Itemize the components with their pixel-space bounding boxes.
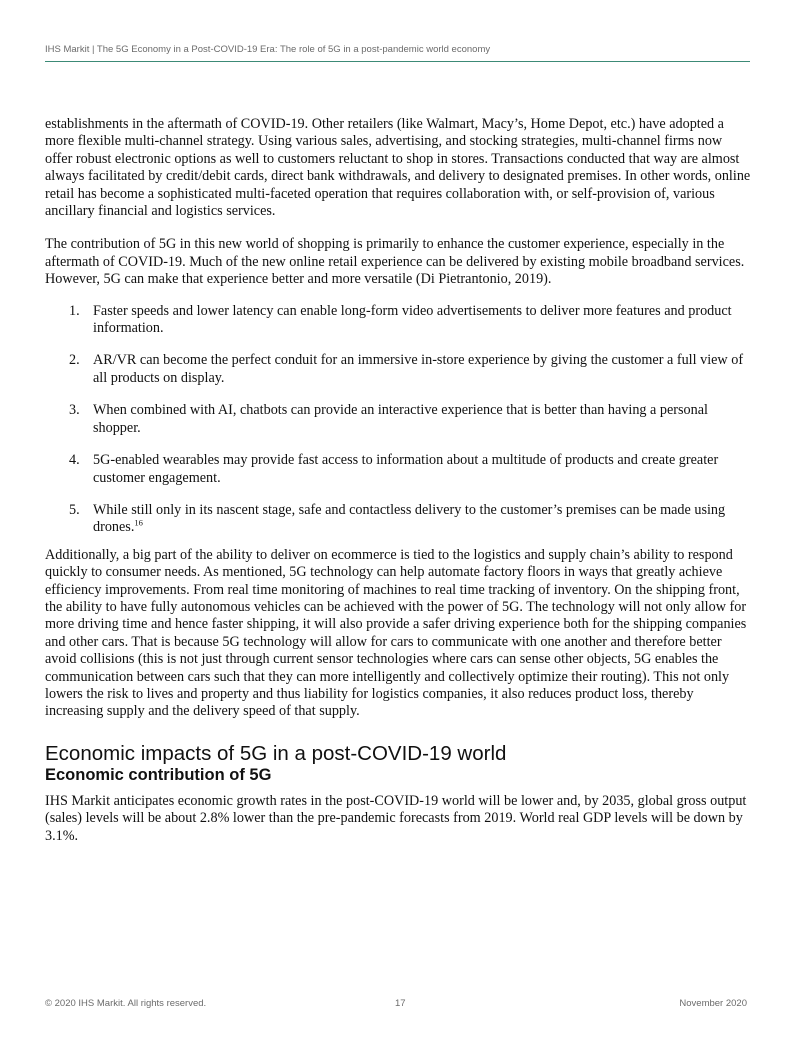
list-item-number: 1.: [69, 302, 80, 319]
list-item-text-body: While still only in its nascent stage, safe and contactless delivery to the customer’s premises can be made using drones.: [93, 501, 726, 536]
header-rule: [45, 61, 750, 62]
paragraph-1: establishments in the aftermath of COVID-19. Other retailers (like Walmart, Macy’s, Home Depot, etc.) have adopted a more flexible multi-channel strategy. Using various sales, advertising, and stocking strategies, multi-channel firms now offer robust electronic options as well to customers reluctant to shop in stores. Transactions conducted that way are almost always facilitated by credit/debit cards, direct bank withdrawals, and delivery to designated premises. In other words, online retail has become a sophisticated multi-faceted operation that requires collaboration with, or self-provision of, various ancillary financial and logistics services.: [45, 116, 751, 220]
page-body: [45, 116, 751, 845]
running-header: IHS Markit | The 5G Economy in a Post-COVID-19 Era: The role of 5G in a post-pandemic world economy: [45, 44, 491, 55]
list-item: [45, 352, 751, 387]
list-item-number: 5.: [69, 501, 80, 518]
list-item-number: 4.: [69, 452, 80, 469]
paragraph-2: The contribution of 5G in this new world of shopping is primarily to enhance the customer experience, especially in the aftermath of COVID-19. Much of the new online retail experience can be delivered by existing mobile broadband services. However, 5G can make that experience better and more versatile (Di Pietrantonio, 2019).: [45, 236, 745, 288]
list-item: [45, 303, 751, 338]
page-number: 17: [395, 998, 406, 1009]
list-item-text: 5G-enabled wearables may provide fast access to information about a multitude of products and create greater customer engagement.: [93, 452, 719, 486]
footnote-marker[interactable]: 16: [134, 517, 143, 528]
subsection-title: Economic contribution of 5G: [45, 765, 272, 784]
list-item: [45, 402, 751, 437]
paragraph-3: Additionally, a big part of the ability to deliver on ecommerce is tied to the logistics and supply chain’s ability to respond quickly to consumer needs. As mentioned, 5G technology can help automate factory floors in ways that greatly achieve efficiency improvements. From real time monitoring of machines to real time tracking of inventory. On the shipping front, the ability to have fully autonomous vehicles can be achieved with the power of 5G. The technology will not only allow for more driving time and hence faster shipping, it will also provide a safer driving experience both for the shipping companies and other cars. That is because 5G technology will allow for cars to communicate with one another and therefore better avoid collisions (this is not just through current sensor technologies where cars can sense other objects, 5G enables the communication between cars such that they can more intelligently and collectively optimize their routing). This not only lowers the risk to lives and property and thus liability for logistics companies, it also reduces product loss, thereby increasing supply and the delivery speed of that supply.: [45, 546, 747, 720]
list-item: [45, 452, 751, 487]
list-item-text: AR/VR can become the perfect conduit for an immersive in-store experience by giving the customer a full view of all products on display.: [93, 352, 744, 386]
list-item: [45, 502, 751, 537]
section-title: Economic impacts of 5G in a post-COVID-19 world: [45, 741, 507, 765]
list-item-text: When combined with AI, chatbots can provide an interactive experience that is better than having a personal shopper.: [93, 402, 708, 436]
paragraph-4: IHS Markit anticipates economic growth rates in the post-COVID-19 world will be lower and, by 2035, global gross output (sales) levels will be about 2.8% lower than the pre-pandemic forecasts from 2019. World real GDP levels will be down by 3.1%.: [45, 792, 747, 844]
list-item-number: 2.: [69, 352, 80, 369]
footer-date: November 2020: [679, 998, 747, 1009]
list-item-text: [93, 502, 751, 537]
footer-copyright: © 2020 IHS Markit. All rights reserved.: [45, 998, 207, 1009]
list-item-text: Faster speeds and lower latency can enable long-form video advertisements to deliver more features and product information.: [93, 302, 732, 337]
benefits-list: [45, 303, 751, 537]
list-item-number: 3.: [69, 402, 80, 419]
